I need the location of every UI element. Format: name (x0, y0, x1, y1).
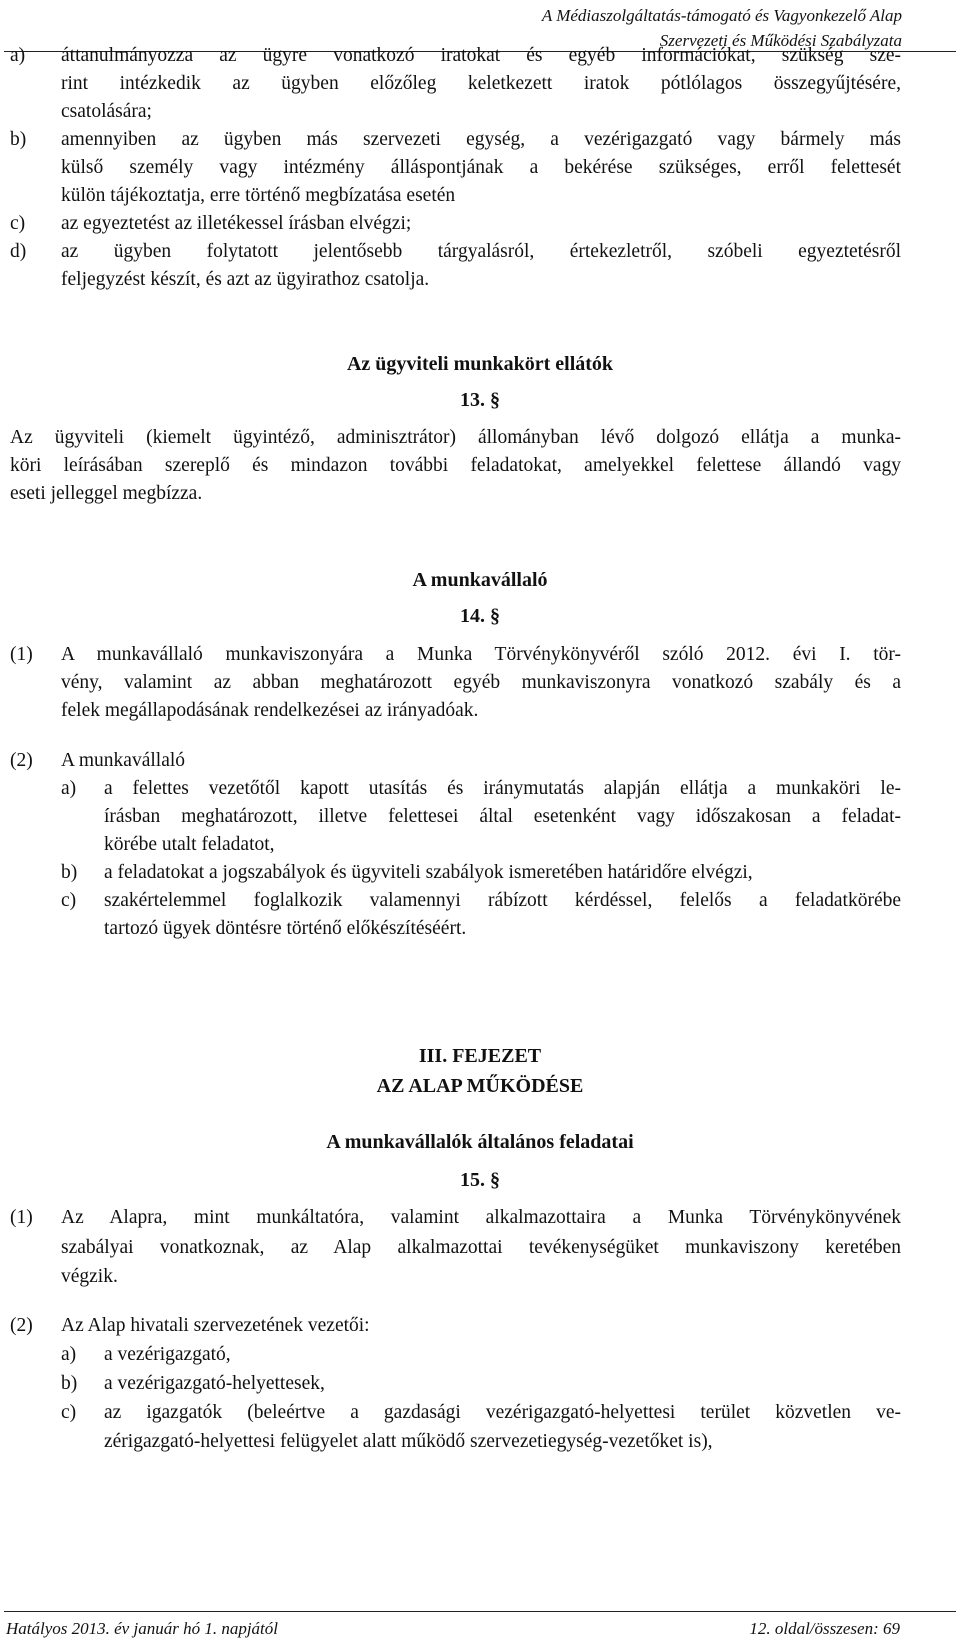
paragraph-number: 14. § (460, 605, 500, 627)
item-text-line: áttanulmányozza az ügyre vonatkozó iratokat és egyéb információkat, szükség sze- (61, 45, 901, 66)
chapter-title: III. FEJEZET (418, 1045, 542, 1067)
subparagraph-label: (2) (10, 750, 33, 771)
item-text-line: amennyiben az ügyben más szervezeti egység, a vezérigazgató vagy bármely más (61, 129, 901, 150)
subparagraph-label: (1) (10, 644, 33, 665)
item-label: b) (61, 1373, 78, 1394)
item-text-line: az ügyben folytatott jelentősebb tárgyalásról, értekezletről, szóbeli egyeztetésről (61, 241, 901, 262)
item-text-line: tartozó ügyek döntésre történő előkészítéséért. (104, 918, 467, 939)
paragraph-text-line: végzik. (61, 1266, 118, 1287)
item-text-line: külön tájékoztatja, erre történő megbízatása esetén (61, 185, 456, 206)
paragraph-text-line: vény, valamint az abban meghatározott egyéb munkaviszonyra vonatkozó szabály és a (61, 672, 901, 693)
item-label: a) (61, 1344, 77, 1365)
item-label: c) (10, 213, 26, 234)
paragraph-text-line: felek megállapodásának rendelkezései az irányadóak. (61, 700, 479, 721)
paragraph-intro: Az Alap hivatali szervezetének vezetői: (61, 1315, 370, 1336)
paragraph-text-line: szabályai vonatkoznak, az Alap alkalmazottai tevékenységüket munkaviszony keretében (61, 1237, 901, 1258)
subparagraph-label: (1) (10, 1207, 33, 1228)
section-heading: A munkavállalók általános feladatai (326, 1131, 634, 1153)
item-label: c) (61, 1402, 77, 1423)
section-heading: Az ügyviteli munkakört ellátók (346, 353, 614, 375)
paragraph-intro: A munkavállaló (61, 750, 186, 771)
chapter-subtitle: AZ ALAP MŰKÖDÉSE (376, 1075, 584, 1097)
header-line-1: A Médiaszolgáltatás-támogató és Vagyonkezelő Alap (541, 6, 902, 25)
item-text-line: a vezérigazgató-helyettesek, (104, 1373, 325, 1394)
paragraph-text-line: eseti jelleggel megbízza. (10, 483, 203, 504)
item-label: a) (61, 778, 77, 799)
footer-divider (4, 1611, 956, 1612)
section-heading: A munkavállaló (412, 569, 548, 591)
paragraph-text-line: A munkavállaló munkaviszonyára a Munka Törvénykönyvéről szóló 2012. évi I. tör- (61, 644, 901, 665)
item-text-line: csatolására; (61, 101, 152, 122)
item-text-line: feljegyzést készít, és azt az ügyirathoz csatolja. (61, 269, 430, 290)
item-label: b) (10, 129, 27, 150)
header-line-2: Szervezeti és Működési Szabályzata (659, 31, 902, 50)
item-text-line: a felettes vezetőtől kapott utasítás és iránymutatás alapján ellátja a munkaköri le- (104, 778, 901, 799)
item-text-line: körébe utalt feladatot, (104, 834, 275, 855)
item-text-line: zérigazgató-helyettesi felügyelet alatt működő szervezetiegység-vezetőket is), (104, 1431, 713, 1452)
paragraph-text-line: Az ügyviteli (kiemelt ügyintéző, adminisztrátor) állományban lévő dolgozó ellátja a munka- (10, 427, 901, 448)
item-text-line: a vezérigazgató, (104, 1344, 231, 1365)
paragraph-text-line: Az Alapra, mint munkáltatóra, valamint alkalmazottaira a Munka Törvénykönyvének (61, 1207, 901, 1228)
subparagraph-label: (2) (10, 1315, 33, 1336)
paragraph-text-line: köri leírásában szereplő és mindazon további feladatokat, amelyekkel felettese állandó vagy (10, 455, 901, 476)
item-text-line: az igazgatók (beleértve a gazdasági vezérigazgató-helyettesi terület közvetlen ve- (104, 1402, 901, 1423)
paragraph-number: 13. § (460, 389, 500, 411)
footer-effective-date: Hatályos 2013. év január hó 1. napjától (6, 1619, 278, 1638)
item-text-line: rint intézkedik az ügyben előzőleg keletkezett iratok pótlólagos összegyűjtésére, (61, 73, 901, 94)
paragraph-number: 15. § (460, 1169, 500, 1191)
item-text-line: külső személy vagy intézmény álláspontjának a bekérése szükséges, erről felettesét (61, 157, 901, 178)
footer-page-number: 12. oldal/összesen: 69 (749, 1619, 900, 1638)
item-label: b) (61, 862, 78, 883)
item-text-line: írásban meghatározott, illetve felettesei által esetenként vagy időszakosan a feladat- (104, 806, 901, 827)
item-label: c) (61, 890, 77, 911)
item-label: d) (10, 241, 27, 262)
item-text-line: szakértelemmel foglalkozik valamennyi rábízott kérdéssel, felelős a feladatkörébe (104, 890, 901, 911)
item-label: a) (10, 45, 26, 66)
item-text-line: az egyeztetést az illetékessel írásban elvégzi; (61, 213, 412, 234)
item-text-line: a feladatokat a jogszabályok és ügyviteli szabályok ismeretében határidőre elvégzi, (104, 862, 753, 883)
